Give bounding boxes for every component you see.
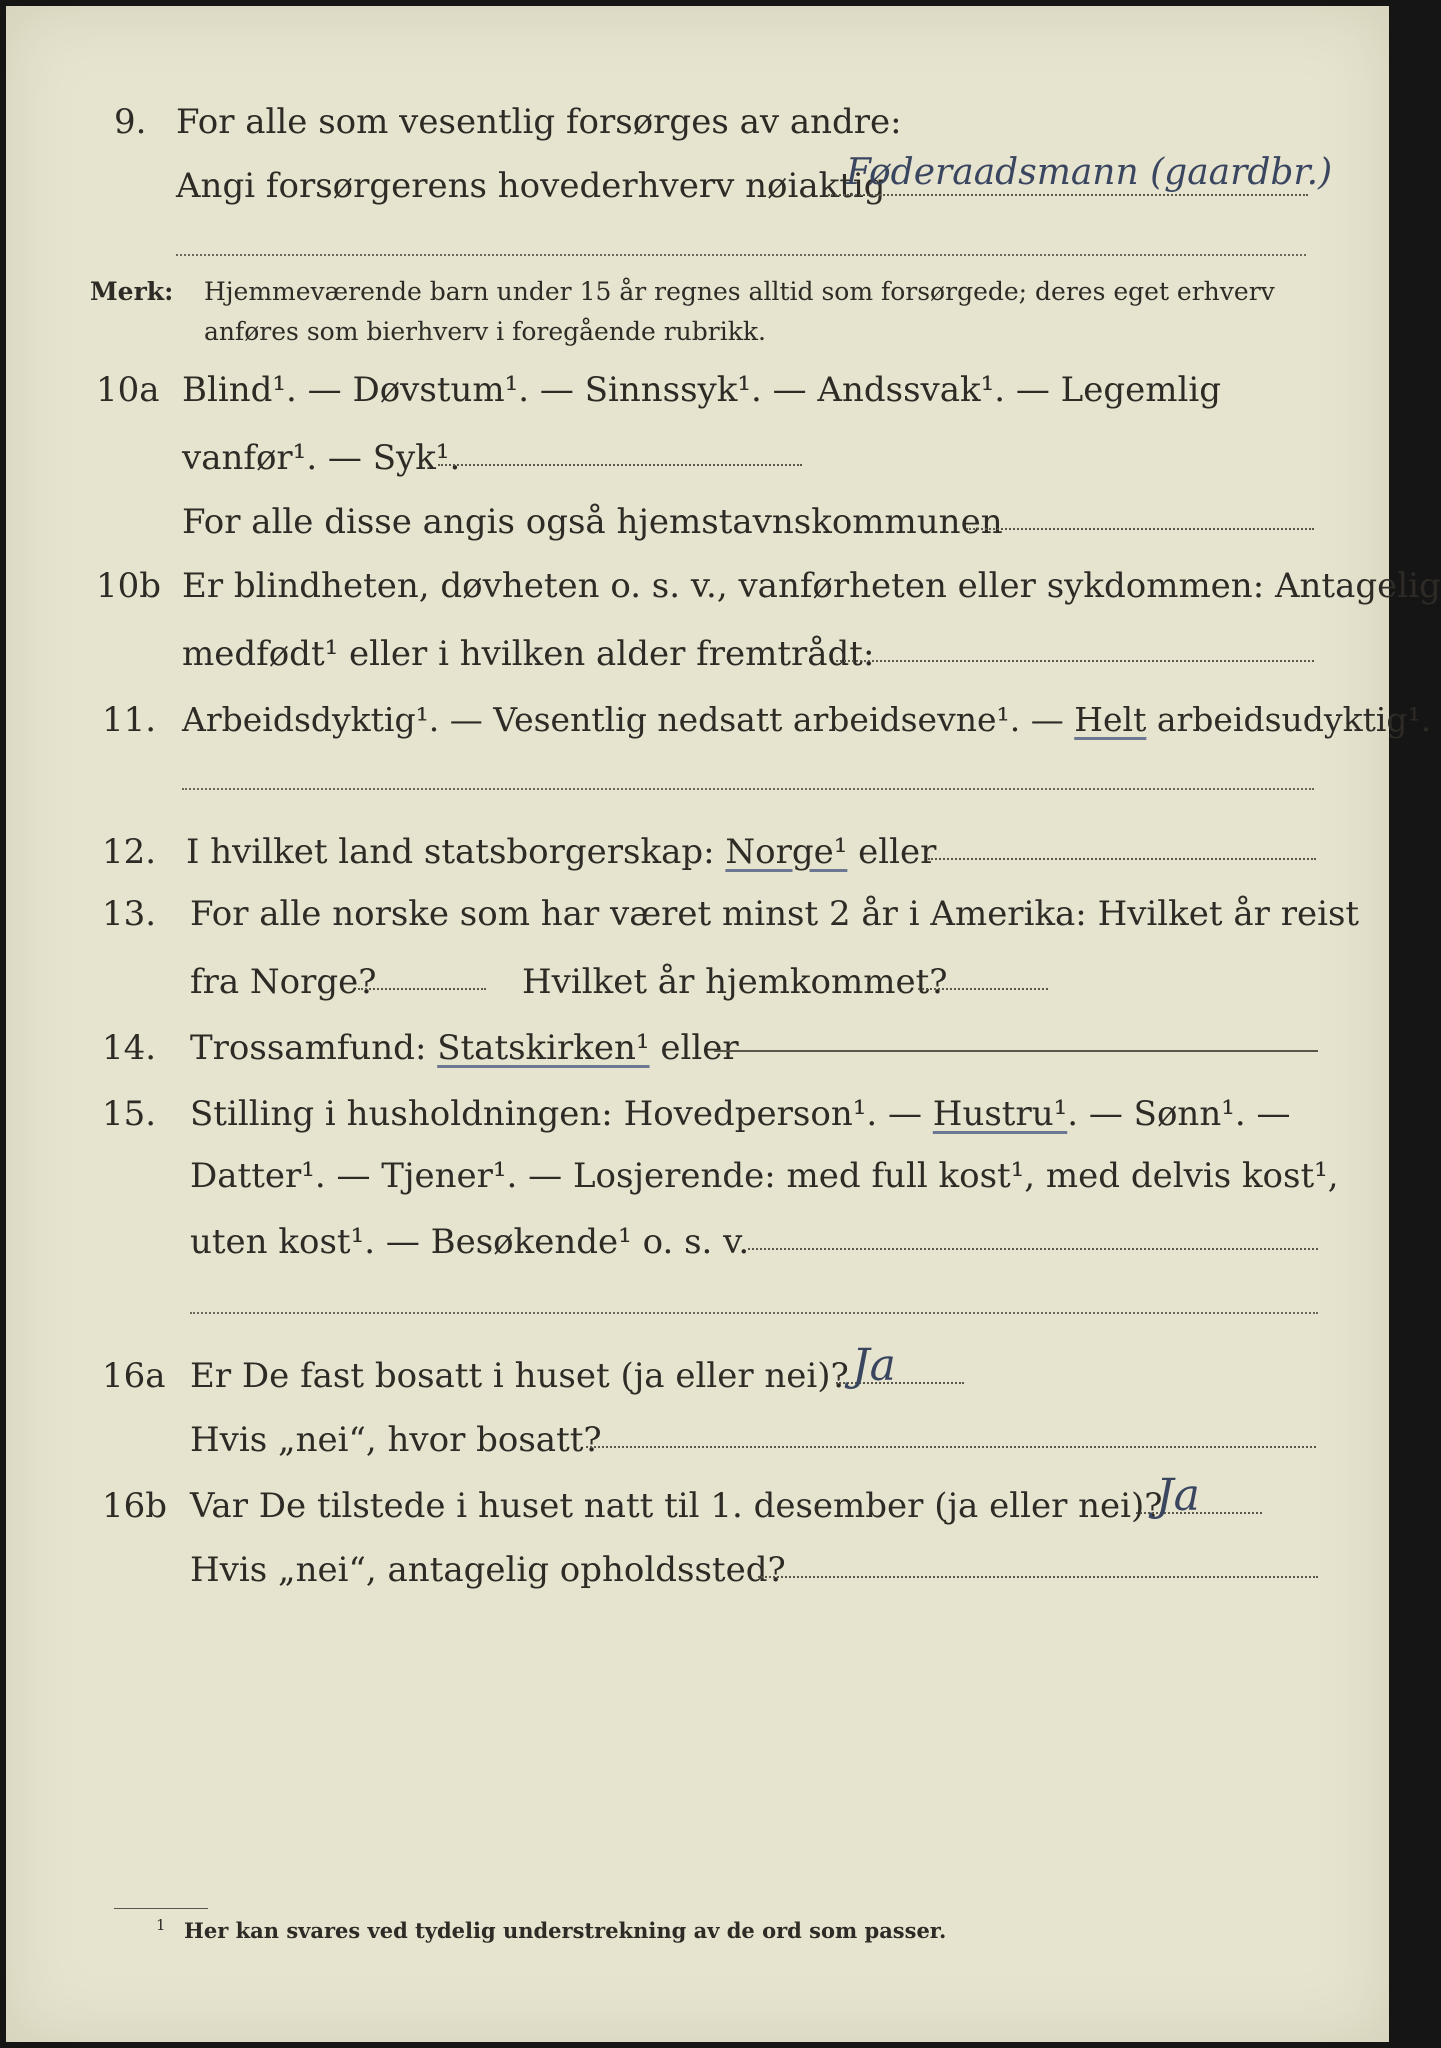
- q10a-line1: Blind¹. — Døvstum¹. — Sinnssyk¹. — Andssvak¹. — Legemlig: [182, 370, 1221, 410]
- q13-hjemkommet-line: [918, 988, 1048, 990]
- q12-line: [186, 832, 936, 872]
- q11-post: arbeidsudyktig¹.: [1146, 700, 1432, 739]
- q9-answer-line: [828, 194, 1308, 196]
- q16b-number: 16b: [102, 1486, 168, 1526]
- q12-post: eller: [847, 832, 937, 872]
- q16b-opholdssted-line: [758, 1576, 1318, 1578]
- q10a-number: 10a: [96, 370, 160, 410]
- q14-answer-line: [714, 1050, 1318, 1052]
- q13-line2b: Hvilket år hjemkommet?: [522, 962, 948, 1002]
- q15-answer-line: [748, 1248, 1318, 1250]
- q16b-line2: Hvis „nei“, antagelig opholdssted?: [190, 1550, 786, 1590]
- q10a-line3: For alle disse angis også hjemstavnskommunen: [182, 502, 1003, 542]
- q15-pre: Stilling i husholdningen: Hovedperson¹. —: [190, 1094, 933, 1134]
- q11-marked: Helt: [1074, 700, 1147, 739]
- q15-post: . — Sønn¹. —: [1067, 1094, 1291, 1134]
- q14-marked: Statskirken¹: [437, 1028, 650, 1068]
- q16a-number: 16a: [102, 1356, 166, 1396]
- q9-line1: For alle som vesentlig forsørges av andre:: [176, 102, 902, 142]
- q12-number: 12.: [102, 832, 157, 872]
- census-form-page: [6, 6, 1441, 2042]
- q13-line2a: fra Norge?: [190, 962, 377, 1002]
- q12-answer-line: [928, 858, 1316, 860]
- q14-line: [190, 1028, 739, 1068]
- q11-line: [182, 700, 1431, 740]
- q10b-line1: Er blindheten, døvheten o. s. v., vanførheten eller sykdommen: Antagelig: [182, 566, 1441, 606]
- q15-extra-line: [190, 1312, 1318, 1314]
- q15-line2: Datter¹. — Tjener¹. — Losjerende: med full kost¹, med delvis kost¹,: [190, 1156, 1339, 1196]
- q13-line1: For alle norske som har været minst 2 år i Amerika: Hvilket år reist: [190, 894, 1360, 934]
- q14-number: 14.: [102, 1028, 157, 1068]
- q11-extra-line: [182, 788, 1314, 790]
- q15-marked: Hustru¹: [932, 1094, 1068, 1134]
- footnote-rule: [114, 1908, 208, 1909]
- footnote-text: Her kan svares ved tydelig understrekning av de ord som passer.: [184, 1918, 947, 1943]
- q10b-line2: medfødt¹ eller i hvilken alder fremtrådt:: [182, 634, 875, 674]
- q9-number: 9.: [114, 102, 147, 142]
- q12-pre: I hvilket land statsborgerskap:: [186, 832, 726, 872]
- q13-reist-line: [358, 988, 486, 990]
- q16a-line2: Hvis „nei“, hvor bosatt?: [190, 1420, 602, 1460]
- q9-extra-line: [176, 254, 1306, 256]
- q15-line3: uten kost¹. — Besøkende¹ o. s. v.: [190, 1222, 750, 1262]
- merk-line2: anføres som bierhverv i foregående rubrikk.: [204, 317, 766, 346]
- q14-pre: Trossamfund:: [190, 1028, 438, 1068]
- q16b-line1: Var De tilstede i huset natt til 1. desember (ja eller nei)?: [190, 1486, 1163, 1526]
- q10b-answer-line: [836, 660, 1314, 662]
- q9-handwritten-answer: Føderaadsmann (gaardbr.): [846, 152, 1333, 193]
- q16a-bosatt-line: [586, 1446, 1316, 1448]
- footnote-mark: 1: [156, 1916, 166, 1934]
- q14-post: eller: [649, 1028, 739, 1068]
- merk-line1: Hjemmeværende barn under 15 år regnes alltid som forsørgede; deres eget erhverv: [204, 277, 1275, 306]
- q9-line2: Angi forsørgerens hovederhverv nøiaktig: [176, 166, 886, 206]
- merk-label: Merk:: [90, 277, 174, 306]
- q11-pre: Arbeidsdyktig¹. — Vesentlig nedsatt arbeidsevne¹. —: [182, 700, 1075, 739]
- q12-marked: Norge¹: [725, 832, 848, 872]
- q10a-syk-line: [438, 464, 802, 466]
- q11-number: 11.: [102, 700, 157, 740]
- q10a-kommune-line: [966, 528, 1314, 530]
- q10a-line2: vanfør¹. — Syk¹.: [182, 438, 461, 478]
- q16a-line1: Er De fast bosatt i huset (ja eller nei)?: [190, 1356, 849, 1396]
- q10b-number: 10b: [96, 566, 162, 606]
- q13-number: 13.: [102, 894, 157, 934]
- q16b-handwritten-answer: Ja: [1156, 1470, 1200, 1521]
- q15-line1: [190, 1094, 1290, 1134]
- q16a-handwritten-answer: Ja: [852, 1340, 896, 1391]
- q15-number: 15.: [102, 1094, 157, 1134]
